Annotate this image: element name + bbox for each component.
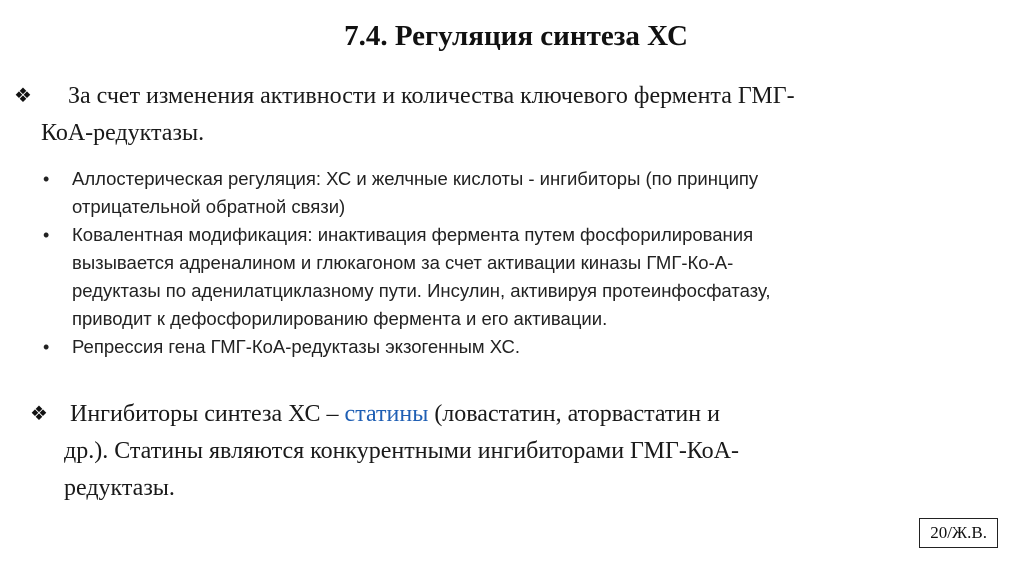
list-item-allosteric [40, 165, 980, 221]
page-number-label: 20/Ж.В. [919, 518, 998, 548]
main-point-2-line-1 [30, 396, 990, 433]
list-item-line: редуктазы по аденилатциклазному пути. Инсулин, активируя протеинфосфатазу, [72, 280, 771, 301]
list-item-repression [40, 333, 980, 361]
main-point-1-line-2: КоА-редуктазы. [41, 120, 205, 146]
sub-bullet-list [40, 165, 980, 361]
slide-title: 7.4. Регуляция синтеза ХС [344, 20, 688, 52]
list-item-covalent [40, 221, 980, 333]
main-point-2-line-3: редуктазы. [64, 475, 175, 501]
statins-highlight: статины [344, 401, 429, 427]
main-point-2-text-before: Ингибиторы синтеза ХС – [70, 401, 345, 427]
list-item-line: вызывается адреналином и глюкагоном за счет активации киназы ГМГ-Ко-А- [72, 252, 734, 273]
diamond-bullet-icon: ❖ [30, 403, 48, 425]
main-point-2 [30, 396, 990, 507]
list-item-line: Ковалентная модификация: инактивация фермента путем фосфорилирования [72, 224, 754, 245]
main-point-1 [14, 78, 1014, 152]
list-item-line: приводит к дефосфорилированию фермента и его активации. [72, 308, 608, 329]
main-point-1-line-1 [14, 78, 1014, 115]
list-item-line: отрицательной обратной связи) [72, 196, 346, 217]
diamond-bullet-icon: ❖ [14, 85, 32, 107]
main-point-2-text-after: (ловастатин, аторвастатин и [428, 401, 720, 427]
bullet-icon: • [43, 169, 50, 189]
bullet-icon: • [43, 337, 50, 357]
main-point-1-text-1: За счет изменения активности и количества ключевого фермента ГМГ- [68, 83, 795, 109]
list-item-line: Репрессия гена ГМГ-КоА-редуктазы экзогенным ХС. [72, 336, 520, 357]
bullet-icon: • [43, 225, 50, 245]
main-point-2-line-2: др.). Статины являются конкурентными ингибиторами ГМГ-КоА- [64, 438, 739, 464]
list-item-line: Аллостерическая регуляция: ХС и желчные кислоты - ингибиторы (по принципу [72, 168, 759, 189]
